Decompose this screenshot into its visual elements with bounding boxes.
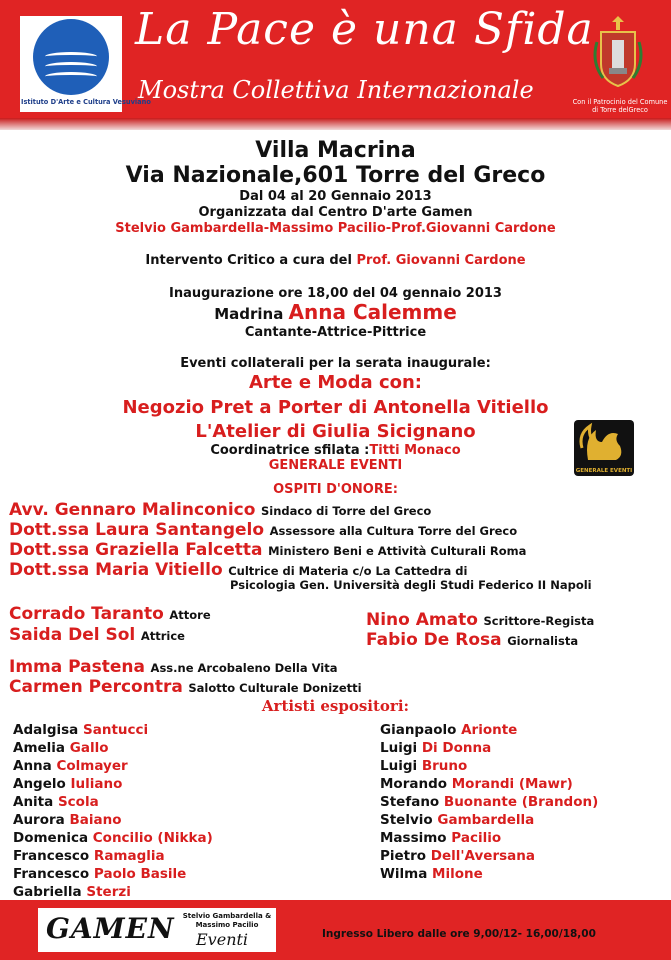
- town-crest-icon: [593, 12, 643, 92]
- artist-last: Ramaglia: [93, 848, 165, 864]
- artist-last: Colmayer: [56, 758, 128, 774]
- artist: [13, 758, 128, 774]
- artist-first: Gianpaolo: [380, 722, 457, 738]
- honor-guest: [9, 560, 467, 580]
- guest-name: Dott.ssa Graziella Falcetta: [9, 540, 263, 560]
- artist-last: Bruno: [421, 758, 468, 774]
- madrina-role: Cantante-Attrice-Pittrice: [244, 325, 427, 340]
- artist-last: Gambardella: [437, 812, 535, 828]
- entry-hours: Ingresso Libero dalle ore 9,00/12- 16,00/18,00: [322, 928, 596, 940]
- artists-heading: Artisti espositori:: [261, 697, 410, 715]
- artist: [13, 740, 108, 756]
- guest-role: Ass.ne Arcobaleno Della Vita: [150, 661, 338, 675]
- sponsor-name: GENERALE EVENTI: [268, 458, 403, 473]
- artist-first: Amelia: [13, 740, 66, 756]
- artist-first: Luigi: [380, 740, 418, 756]
- artist-first: Aurora: [13, 812, 65, 828]
- artist-first: Francesco: [13, 848, 90, 864]
- gamen-logo-eventi: Eventi: [196, 930, 249, 949]
- guest-role: Giornalista: [507, 634, 579, 648]
- guest-role-continued: Psicologia Gen. Università degli Studi Federico II Napoli: [230, 578, 592, 592]
- artist-last: Iuliano: [70, 776, 123, 792]
- artist-last: Gallo: [69, 740, 109, 756]
- venue-name: Villa Macrina: [255, 138, 416, 163]
- guest-role: Cultrice di Materia c/o La Cattedra di: [228, 564, 468, 578]
- generali-eventi-logo: [574, 420, 634, 476]
- critic-line: [0, 253, 671, 268]
- guest-role: Salotto Culturale Donizetti: [188, 681, 362, 695]
- guest-role: Attore: [169, 608, 211, 622]
- artist: [13, 776, 122, 792]
- honor-heading: OSPITI D'ONORE:: [273, 482, 398, 497]
- honor-guest: [9, 540, 526, 560]
- artist: [13, 884, 131, 900]
- artist-first: Pietro: [380, 848, 427, 864]
- artist-last: Morandi (Mawr): [451, 776, 573, 792]
- events-line-2: Negozio Pret a Porter di Antonella Vitiello: [122, 397, 549, 418]
- artist-last: Scola: [57, 794, 99, 810]
- artist: [380, 758, 467, 774]
- artist-last: Sterzi: [86, 884, 131, 900]
- guest-role: Sindaco di Torre del Greco: [261, 504, 432, 518]
- madrina-name: Anna Calemme: [288, 300, 457, 324]
- guest: [366, 610, 594, 630]
- guest: [366, 630, 578, 650]
- guest-role: Scrittore-Regista: [483, 614, 595, 628]
- artist: [380, 794, 598, 810]
- critic-prefix: Intervento Critico a cura del: [145, 253, 357, 268]
- guest-name: Fabio De Rosa: [366, 630, 502, 650]
- artist-last: Di Donna: [421, 740, 492, 756]
- artist: [13, 812, 122, 828]
- organizer-line: Organizzata dal Centro D'arte Gamen: [198, 205, 473, 220]
- artist-first: Angelo: [13, 776, 66, 792]
- logo-label: GENERALE EVENTI: [575, 468, 633, 474]
- guest-name: Nino Amato: [366, 610, 478, 630]
- artist: [13, 722, 148, 738]
- artist: [380, 722, 517, 738]
- guest-role: Attrice: [140, 629, 185, 643]
- guest-name: Avv. Gennaro Malinconico: [9, 500, 256, 520]
- guest: [9, 677, 362, 697]
- artist-last: Baiano: [69, 812, 122, 828]
- artist-last: Paolo Basile: [93, 866, 187, 882]
- artist-first: Gabriella: [13, 884, 82, 900]
- artist-last: Milone: [432, 866, 483, 882]
- wave-icon: [45, 62, 97, 71]
- gamen-logo-word: GAMEN: [46, 912, 175, 945]
- coordinator-label: Coordinatrice sfilata :: [210, 443, 370, 458]
- artist-last: Pacilio: [451, 830, 502, 846]
- coordinator-line: [0, 443, 671, 458]
- artist-first: Wilma: [380, 866, 428, 882]
- wave-icon: [45, 52, 97, 61]
- honor-guest: [9, 500, 431, 520]
- wave-icon: [45, 72, 97, 81]
- artist: [13, 830, 213, 846]
- guest-name: Dott.ssa Laura Santangelo: [9, 520, 265, 540]
- coordinator-name: Titti Monaco: [369, 443, 461, 458]
- honor-guest: [9, 520, 517, 540]
- gamen-logo-names: Stelvio Gambardella & Massimo Pacilio: [182, 912, 272, 929]
- guest: [9, 604, 211, 624]
- artist: [13, 848, 165, 864]
- guest-name: Dott.ssa Maria Vitiello: [9, 560, 223, 580]
- artist: [380, 812, 534, 828]
- madrina-label: Madrina: [214, 305, 289, 323]
- artist: [380, 866, 483, 882]
- artist-first: Luigi: [380, 758, 418, 774]
- artist-first: Morando: [380, 776, 448, 792]
- artist: [13, 794, 99, 810]
- artist-last: Santucci: [83, 722, 149, 738]
- poster-subtitle: Mostra Collettiva Internazionale: [138, 76, 534, 104]
- guest-role: Assessore alla Cultura Torre del Greco: [269, 524, 518, 538]
- artist: [380, 848, 535, 864]
- artist-last: Concilio (Nikka): [92, 830, 213, 846]
- events-line-1: Arte e Moda con:: [249, 372, 422, 393]
- winged-lion-icon: [574, 420, 634, 476]
- events-intro: Eventi collaterali per la serata inaugurale:: [180, 356, 491, 371]
- artist: [13, 866, 186, 882]
- artist-first: Francesco: [13, 866, 90, 882]
- artist-first: Massimo: [380, 830, 447, 846]
- opening-time: Inaugurazione ore 18,00 del 04 gennaio 2013: [169, 286, 502, 301]
- logo-caption: Istituto D'Arte e Cultura Vesuviano: [21, 98, 151, 106]
- artist-first: Adalgisa: [13, 722, 79, 738]
- patronage-note: Con il Patrocinio del Comune di Torre delGreco: [572, 98, 668, 114]
- guest: [9, 625, 185, 645]
- madrina-line: [0, 300, 671, 324]
- guest-name: Corrado Taranto: [9, 604, 164, 624]
- guest-name: Saida Del Sol: [9, 625, 136, 645]
- poster-title: La Pace è una Sfida: [135, 4, 594, 55]
- artist-first: Stefano: [380, 794, 440, 810]
- artist: [380, 830, 501, 846]
- guest: [9, 657, 338, 677]
- artist: [380, 740, 491, 756]
- organizer-names: Stelvio Gambardella-Massimo Pacilio-Prof.Giovanni Cardone: [115, 221, 556, 236]
- artist-first: Anita: [13, 794, 54, 810]
- artist: [380, 776, 573, 792]
- events-line-3: L'Atelier di Giulia Sicignano: [195, 421, 476, 442]
- artist-first: Domenica: [13, 830, 89, 846]
- guest-role: Ministero Beni e Attività Culturali Roma: [268, 544, 527, 558]
- venue-address: Via Nazionale,601 Torre del Greco: [125, 163, 546, 188]
- critic-name: Prof. Giovanni Cardone: [356, 253, 526, 268]
- artist-first: Stelvio: [380, 812, 433, 828]
- artist-last: Buonante (Brandon): [443, 794, 599, 810]
- exhibition-dates: Dal 04 al 20 Gennaio 2013: [239, 189, 432, 204]
- artist-last: Arionte: [461, 722, 518, 738]
- header-shadow: [0, 118, 671, 130]
- guest-name: Imma Pastena: [9, 657, 145, 677]
- guest-name: Carmen Percontra: [9, 677, 183, 697]
- artist-first: Anna: [13, 758, 52, 774]
- artist-last: Dell'Aversana: [430, 848, 535, 864]
